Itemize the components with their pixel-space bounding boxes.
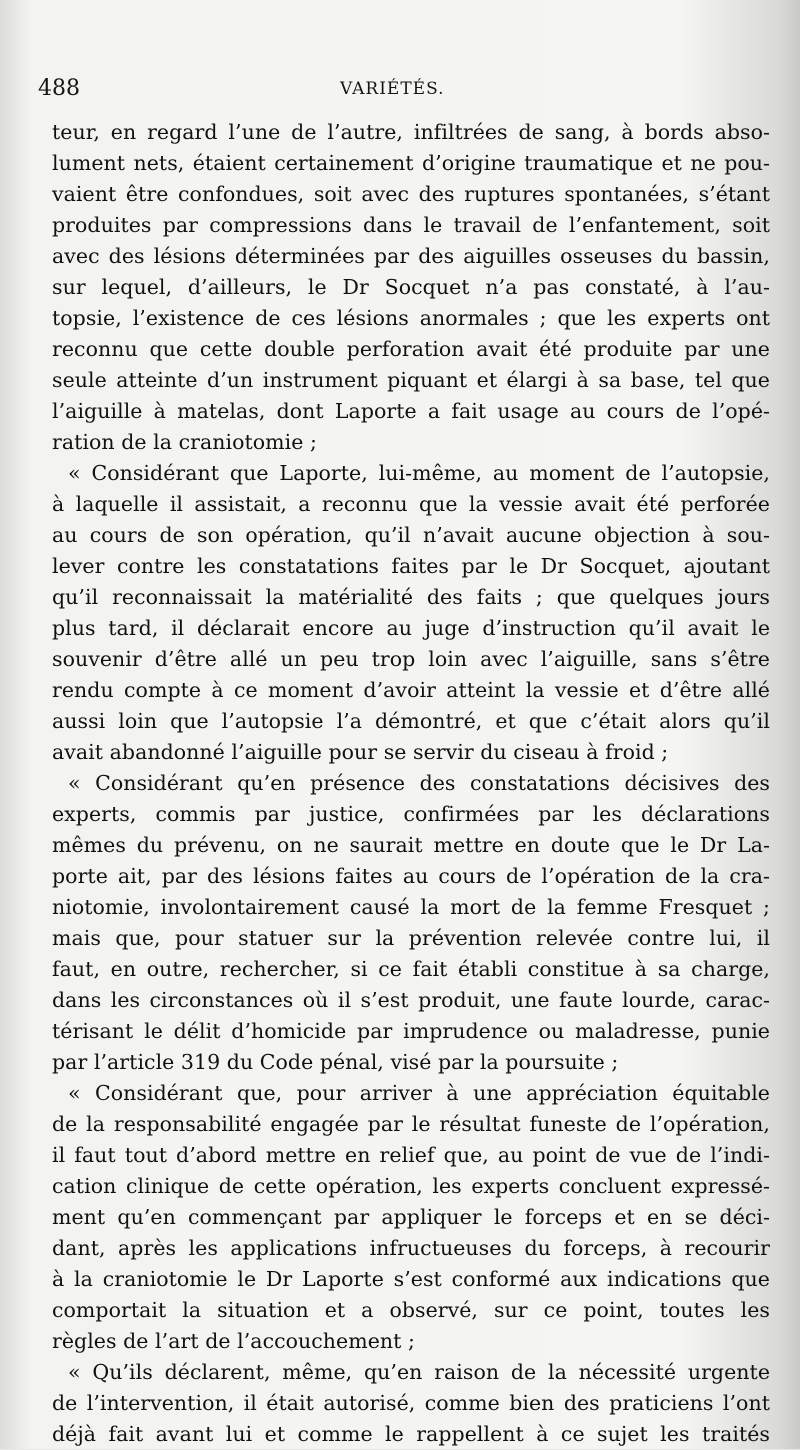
text-line: porte ait, par des lésions faites au cours de l’opération de la cra- bbox=[52, 864, 770, 888]
text-line: dant, après les applications infructueuses du forceps, à recourir bbox=[52, 1236, 770, 1260]
text-line: rendu compte à ce moment d’avoir atteint la vessie et d’être allé bbox=[52, 678, 770, 702]
text-line: par l’article 319 du Code pénal, visé par la poursuite ; bbox=[52, 1050, 619, 1074]
text-line: il faut tout d’abord mettre en relief que, au point de vue de l’indi- bbox=[52, 1143, 770, 1167]
text-line: « Considérant que Laporte, lui-même, au moment de l’autopsie, bbox=[68, 461, 770, 485]
text-line: térisant le délit d’homicide par imprudence ou maladresse, punie bbox=[52, 1019, 770, 1043]
text-line: ration de la craniotomie ; bbox=[52, 430, 317, 454]
text-line: aussi loin que l’autopsie l’a démontré, et que c’était alors qu’il bbox=[52, 709, 770, 733]
text-line: produites par compressions dans le travail de l’enfantement, soit bbox=[52, 213, 770, 237]
running-head: VARIÉTÉS. bbox=[340, 79, 445, 99]
text-line: lever contre les constatations faites par le Dr Socquet, ajoutant bbox=[52, 554, 770, 578]
text-line: mais que, pour statuer sur la prévention relevée contre lui, il bbox=[52, 926, 770, 950]
text-line: niotomie, involontairement causé la mort de la femme Fresquet ; bbox=[52, 895, 770, 919]
text-line: experts, commis par justice, confirmées par les déclarations bbox=[52, 802, 770, 826]
text-line: cation clinique de cette opération, les experts concluent expressé- bbox=[52, 1174, 770, 1198]
text-line: dans les circonstances où il s’est produit, une faute lourde, carac- bbox=[52, 988, 770, 1012]
text-line: topsie, l’existence de ces lésions anormales ; que les experts ont bbox=[52, 306, 770, 330]
text-line: souvenir d’être allé un peu trop loin avec l’aiguille, sans s’être bbox=[52, 647, 770, 671]
text-line: mêmes du prévenu, on ne saurait mettre en doute que le Dr La- bbox=[52, 833, 770, 857]
page-header bbox=[38, 72, 758, 106]
text-line: lument nets, étaient certainement d’origine traumatique et ne pou- bbox=[52, 151, 770, 175]
text-line: ment qu’en commençant par appliquer le forceps et en se déci- bbox=[52, 1205, 770, 1229]
text-line: avec des lésions déterminées par des aiguilles osseuses du bassin, bbox=[52, 244, 770, 268]
text-line: « Considérant qu’en présence des constatations décisives des bbox=[68, 771, 770, 795]
text-line: avait abandonné l’aiguille pour se servir du ciseau à froid ; bbox=[52, 740, 669, 764]
text-line: de l’intervention, il était autorisé, comme bien des praticiens l’ont bbox=[52, 1391, 770, 1415]
text-line: de la responsabilité engagée par le résultat funeste de l’opération, bbox=[52, 1112, 770, 1136]
text-line: plus tard, il déclarait encore au juge d’instruction qu’il avait le bbox=[52, 616, 770, 640]
text-line: à la craniotomie le Dr Laporte s’est conformé aux indications que bbox=[52, 1267, 770, 1291]
text-line: seule atteinte d’un instrument piquant et élargi à sa base, tel que bbox=[52, 368, 770, 392]
text-line: au cours de son opération, qu’il n’avait aucune objection à sou- bbox=[52, 523, 770, 547]
text-line: faut, en outre, rechercher, si ce fait établi constitue à sa charge, bbox=[52, 957, 770, 981]
text-line: « Considérant que, pour arriver à une appréciation équitable bbox=[68, 1081, 770, 1105]
text-line: « Qu’ils déclarent, même, qu’en raison de la nécessité urgente bbox=[68, 1360, 770, 1384]
text-line: à laquelle il assistait, a reconnu que la vessie avait été perforée bbox=[52, 492, 770, 516]
text-line: l’aiguille à matelas, dont Laporte a fait usage au cours de l’opé- bbox=[52, 399, 770, 423]
text-line: déjà fait avant lui et comme le rappellent à ce sujet les traités bbox=[52, 1422, 770, 1446]
text-line: règles de l’art de l’accouchement ; bbox=[52, 1329, 415, 1353]
text-line: reconnu que cette double perforation avait été produite par une bbox=[52, 337, 770, 361]
text-line: teur, en regard l’une de l’autre, infiltrées de sang, à bords abso- bbox=[52, 120, 770, 144]
text-line: qu’il reconnaissait la matérialité des faits ; que quelques jours bbox=[52, 585, 770, 609]
text-line: vaient être confondues, soit avec des ruptures spontanées, s’étant bbox=[52, 182, 770, 206]
page-number: 488 bbox=[38, 76, 80, 101]
text-line: sur lequel, d’ailleurs, le Dr Socquet n’a pas constaté, à l’au- bbox=[52, 275, 770, 299]
text-line: comportait la situation et a observé, sur ce point, toutes les bbox=[52, 1298, 770, 1322]
